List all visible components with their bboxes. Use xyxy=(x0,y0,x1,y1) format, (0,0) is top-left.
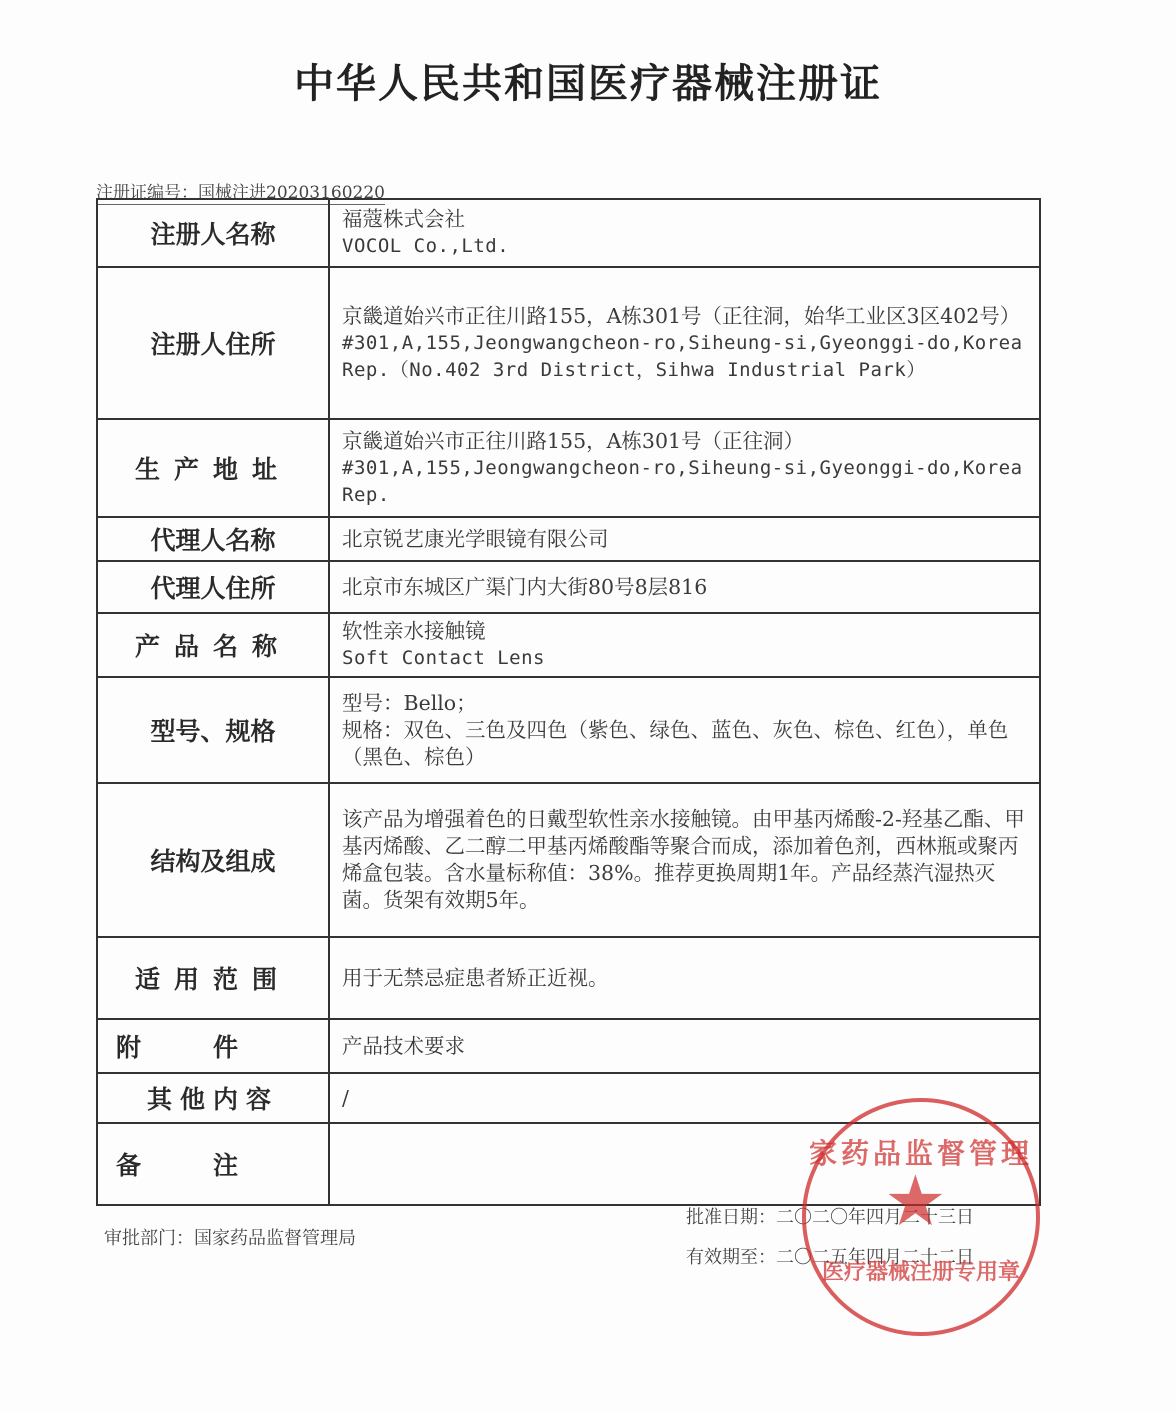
value-line: 用于无禁忌症患者矫正近视。 xyxy=(342,965,609,990)
expiry-date: 有效期至：二〇二五年四月二十二日 xyxy=(686,1247,974,1268)
approval-date: 批准日期：二〇二〇年四月二十三日 xyxy=(686,1207,974,1228)
value-line: 北京锐艺康光学眼镜有限公司 xyxy=(342,526,609,551)
value-line: 福蔻株式会社 xyxy=(342,207,465,231)
table-row xyxy=(97,267,1040,419)
row-label: 附件 xyxy=(97,1019,329,1073)
row-label: 备注 xyxy=(97,1123,329,1205)
value-line: 软性亲水接触镜 xyxy=(342,619,486,643)
document-title: 中华人民共和国医疗器械注册证 xyxy=(294,61,882,107)
table-row xyxy=(97,517,1040,561)
table-row xyxy=(97,419,1040,517)
table-row xyxy=(97,677,1040,783)
row-label: 其他内容 xyxy=(97,1073,329,1123)
value-line: Soft Contact Lens xyxy=(342,647,545,669)
row-label: 代理人住所 xyxy=(97,561,329,613)
row-value xyxy=(329,1019,1040,1073)
certificate-number: 注册证编号：国械注进20203160220 xyxy=(96,178,385,205)
row-value xyxy=(329,419,1040,517)
row-value xyxy=(329,613,1040,677)
official-seal xyxy=(802,1098,1040,1336)
value-line: #301,A,155,Jeongwangcheon-ro,Siheung-si,Gyeonggi-do,Korea Rep. xyxy=(342,456,1023,506)
row-value xyxy=(329,517,1040,561)
value-line: 京畿道始兴市正往川路155，A栋301号（正往洞，始华工业区3区402号） xyxy=(342,303,1021,328)
row-value xyxy=(329,677,1040,783)
star-icon: ★ xyxy=(884,1160,947,1242)
row-value xyxy=(329,199,1040,267)
row-value xyxy=(329,783,1040,937)
row-label: 适用范围 xyxy=(97,937,329,1019)
approval-department: 审批部门：国家药品监督管理局 xyxy=(104,1228,356,1249)
value-line: #301,A,155,Jeongwangcheon-ro,Siheung-si,Gyeonggi-do,Korea Rep.（No.402 3rd District，Sihwa Industrial Park） xyxy=(342,331,1023,381)
row-value xyxy=(329,561,1040,613)
row-label: 注册人名称 xyxy=(97,199,329,267)
registration-table xyxy=(96,198,1041,1206)
table-row xyxy=(97,783,1040,937)
value-line: 产品技术要求 xyxy=(342,1033,465,1058)
table-row xyxy=(97,937,1040,1019)
table-row xyxy=(97,613,1040,677)
row-value xyxy=(329,937,1040,1019)
value-line: VOCOL Co.,Ltd. xyxy=(342,235,510,257)
table-row xyxy=(97,1019,1040,1073)
value-line: 型号：Bello； xyxy=(342,690,477,715)
seal-bottom-text: 医疗器械注册专用章 xyxy=(821,1260,1020,1285)
value-line: 规格：双色、三色及四色（紫色、绿色、蓝色、灰色、棕色、红色），单色（黑色、棕色） xyxy=(342,717,1009,769)
value-line: 北京市东城区广渠门内大街80号8层816 xyxy=(342,574,708,599)
value-line: / xyxy=(342,1085,349,1110)
row-label: 生产地址 xyxy=(97,419,329,517)
table-row xyxy=(97,199,1040,267)
table-row xyxy=(97,561,1040,613)
value-line: 京畿道始兴市正往川路155，A栋301号（正往洞） xyxy=(342,428,805,453)
row-label: 注册人住所 xyxy=(97,267,329,419)
row-label: 代理人名称 xyxy=(97,517,329,561)
row-value xyxy=(329,267,1040,419)
row-label: 型号、规格 xyxy=(97,677,329,783)
row-label: 产品名称 xyxy=(97,613,329,677)
row-label: 结构及组成 xyxy=(97,783,329,937)
value-line: 该产品为增强着色的日戴型软性亲水接触镜。由甲基丙烯酸-2-羟基乙酯、甲基丙烯酸、乙二醇二甲基丙烯酸酯等聚合而成，添加着色剂，西林瓶或聚丙烯盒包装。含水量标称值：38%。推荐更换周期1年。产品经蒸汽湿热灭菌。货架有效期5年。 xyxy=(342,807,1025,912)
seal-top-text: 家药品监督管理 xyxy=(808,1137,1033,1170)
